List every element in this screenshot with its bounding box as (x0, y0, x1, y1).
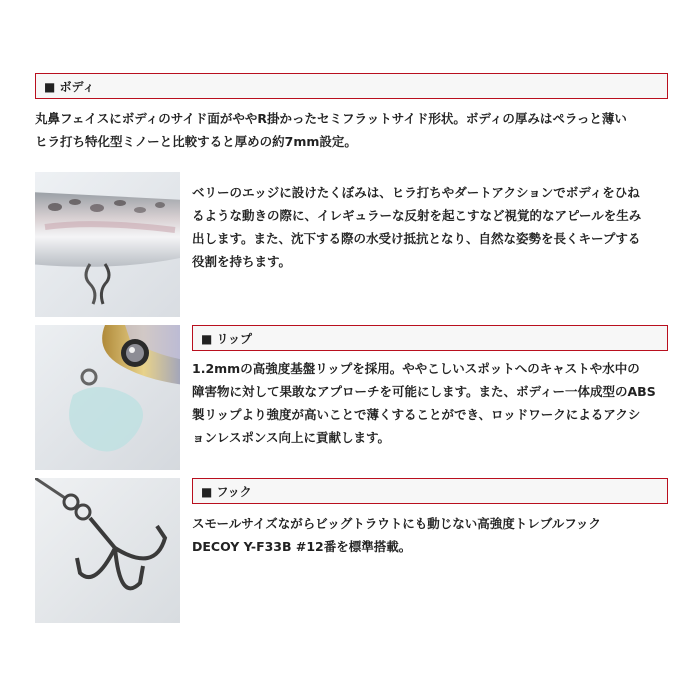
lip-closeup-image (35, 325, 180, 470)
lip-detail-text (192, 357, 656, 449)
section-header-body (35, 73, 668, 99)
hook-closeup-image (35, 478, 180, 623)
section-header-lip-label: ■ リップ (201, 331, 253, 346)
section-header-hook-label: ■ フック (201, 484, 252, 499)
body-detail-line-3: 出します。また、沈下する際の水受け抵抗となり、自然な姿勢を長くキープする (192, 231, 641, 246)
lip-detail-line-1: 1.2mmの高強度基盤リップを採用。ややこしいスポットへのキャストや水中の (192, 361, 640, 376)
hook-detail-line-2: DECOY Y-F33B #12番を標準搭載。 (192, 539, 412, 554)
lip-detail-line-4: ョンレスポンス向上に貢献します。 (192, 430, 390, 445)
body-detail-line-1: ベリーのエッジに設けたくぼみは、ヒラ打ちやダートアクションでボディをひね (192, 185, 640, 200)
body-closeup-image (35, 172, 180, 317)
section-header-hook (192, 478, 668, 504)
section-header-lip (192, 325, 668, 351)
lip-detail-line-3: 製リップより強度が高いことで薄くすることができ、ロッドワークによるアクシ (192, 407, 641, 422)
body-detail-line-2: るような動きの際に、イレギュラーな反射を起こすなど視覚的なアピールを生み (192, 208, 642, 223)
body-detail-text (192, 181, 641, 273)
body-intro-line-1: 丸鼻フェイスにボディのサイド面がややR掛かったセミフラットサイド形状。ボディの厚みはペラっと薄い (35, 111, 627, 126)
body-intro-text (35, 107, 627, 153)
lip-detail-line-2: 障害物に対して果敢なアプローチを可能にします。また、ボディー一体成型のABS (192, 384, 656, 399)
hook-detail-line-1: スモールサイズながらビッグトラウトにも動じない高強度トレブルフック (192, 516, 601, 531)
body-detail-line-4: 役割を持ちます。 (192, 254, 292, 269)
hook-detail-text (192, 512, 601, 558)
section-header-body-label: ■ ボディ (44, 79, 95, 94)
body-intro-line-2: ヒラ打ち特化型ミノーと比較すると厚めの約7mm設定。 (35, 134, 357, 149)
